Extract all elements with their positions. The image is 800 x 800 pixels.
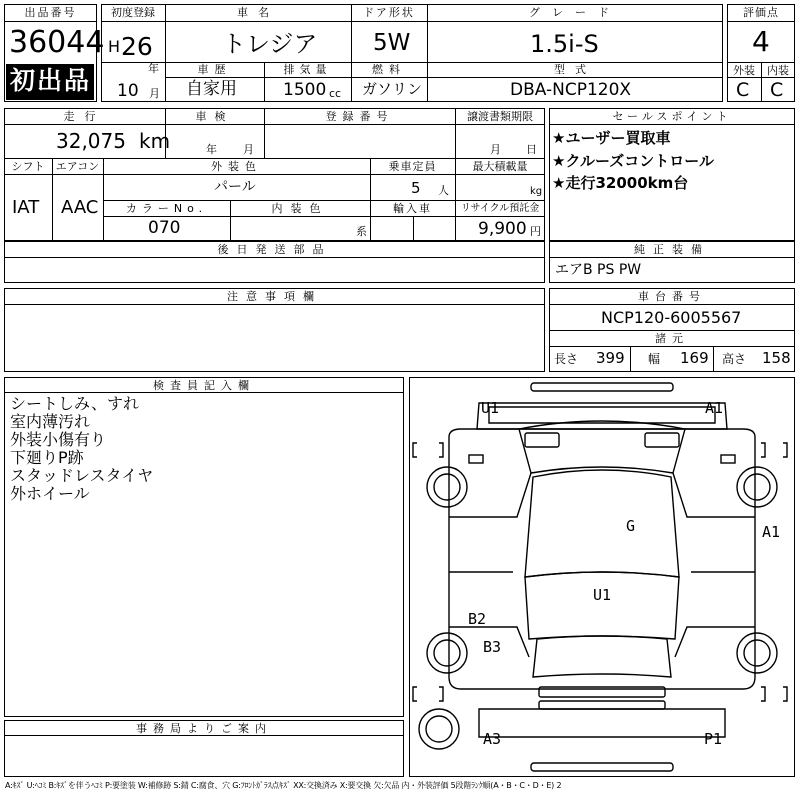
width-label: 幅 <box>648 352 661 366</box>
selling-point-2: ★クルーズコントロール <box>552 152 714 170</box>
exterior-color-value: パール <box>214 179 256 195</box>
mileage-value: 32,075 <box>56 129 126 153</box>
first-reg-month-unit: 月 <box>149 87 160 100</box>
dims-label: 諸元 <box>655 332 689 345</box>
first-reg-month: 10 <box>117 81 139 101</box>
height-value: 158 <box>762 349 791 367</box>
inspector-line-3: 外装小傷有り <box>10 430 107 449</box>
color-no-value: 070 <box>148 218 181 238</box>
inspector-line-6: 外ホイール <box>10 484 90 503</box>
transfer-day-unit: 日 <box>526 143 537 156</box>
car-diagram <box>409 377 795 777</box>
inspection-year-unit: 年 <box>206 143 217 156</box>
mileage-label: 走行 <box>63 110 106 123</box>
recycle-unit: 円 <box>530 225 541 238</box>
capacity-value: 5 <box>411 179 421 197</box>
interior-color-unit: 系 <box>356 225 367 238</box>
mark-b2-left-rear-door: B2 <box>468 610 487 628</box>
recycle-fee: 9,900 <box>478 219 527 239</box>
inspector-label: 検査員記入欄 <box>153 379 255 392</box>
mark-u1-front-left: U1 <box>481 399 500 417</box>
first-reg-era: H <box>108 37 121 56</box>
mark-p1-rear-right: P1 <box>704 730 723 748</box>
door-value: 5W <box>373 30 411 56</box>
ac-value: AAC <box>61 197 99 218</box>
first-reg-year: 26 <box>121 32 153 61</box>
mark-a1-front-right: A1 <box>705 399 724 417</box>
mark-a3-rear-left: A3 <box>483 730 502 748</box>
displacement-value: 1500 <box>283 80 327 100</box>
equipment-value: エアB PS PW <box>555 262 642 278</box>
grade-label: グレード <box>529 6 621 19</box>
recycle-label: リサイクル預託金 <box>460 203 540 214</box>
ac-label: エアコン <box>55 160 100 173</box>
selling-point-3: ★走行32000km台 <box>552 174 689 192</box>
exterior-grade: C <box>736 79 750 101</box>
displacement-unit: cc <box>329 87 342 100</box>
width-value: 169 <box>680 349 709 367</box>
legend-text: A:ｷｽﾞ U:ﾍｺﾐ B:ｷｽﾞを伴うﾍｺﾐ P:要塗装 W:補修跡 S:錆 C:腐食、穴 G:ﾌﾛﾝﾄｶﾞﾗｽ点ｷｽﾞ XX:交換済み X:要交換 欠:欠品 内・外装評価 5段階ﾗﾝｸ順(A・B・C・D・E) 2 <box>5 781 562 790</box>
door-label: ドア形状 <box>363 6 415 19</box>
notes-label: 注意事項欄 <box>227 290 322 303</box>
lot-number: 36044 <box>9 25 105 60</box>
mark-g-windshield: G <box>626 517 636 535</box>
car-name: トレジア <box>222 30 318 58</box>
inspector-line-1: シートしみ、すれ <box>10 394 139 413</box>
office-label: 事務局よりご案内 <box>136 722 272 735</box>
inspector-line-5: スタッドレスタイヤ <box>10 466 154 485</box>
interior-grade-label: 内装 <box>767 64 789 77</box>
inspection-label: 車検 <box>195 110 234 123</box>
lot-label: 出品番号 <box>24 6 77 19</box>
inspector-line-2: 室内薄汚れ <box>10 412 91 431</box>
inspector-line-4: 下廻りP跡 <box>10 448 84 467</box>
color-no-label: カラーNo. <box>125 202 208 215</box>
history-label: 車歴 <box>197 63 232 76</box>
chassis-label: 車台番号 <box>638 290 706 303</box>
model-code-value: DBA-NCP120X <box>510 80 632 100</box>
chassis-number: NCP120-6005567 <box>601 308 742 327</box>
transfer-doc-label: 譲渡書類期限 <box>467 110 533 123</box>
mileage-unit: km <box>139 129 171 153</box>
length-value: 399 <box>596 349 625 367</box>
shift-value: IAT <box>12 197 40 218</box>
shift-label: シフト <box>11 160 45 173</box>
score-label: 評価点 <box>743 6 779 19</box>
first-reg-label: 初度登録 <box>111 6 155 19</box>
selling-point-1: ★ユーザー買取車 <box>552 129 671 147</box>
mark-b3-left-quarter: B3 <box>483 638 502 656</box>
history-value: 自家用 <box>186 79 237 99</box>
fuel-value: ガソリン <box>362 80 423 98</box>
import-label: 輸入車 <box>393 202 432 215</box>
selling-points-label: セールスポイント <box>612 110 732 123</box>
reg-number-label: 登録番号 <box>325 110 394 123</box>
exterior-color-label: 外装色 <box>211 160 262 173</box>
inspection-month-unit: 月 <box>243 143 254 156</box>
grade-value: 1.5i-S <box>530 30 599 58</box>
first-listing-text: 初出品 <box>10 66 92 95</box>
mark-u1-roof: U1 <box>593 586 612 604</box>
fuel-label: 燃料 <box>372 63 406 76</box>
transfer-month-unit: 月 <box>490 143 501 156</box>
height-label: 高さ <box>722 352 747 366</box>
max-load-unit: kg <box>530 186 543 197</box>
mark-a1-right-side: A1 <box>762 523 781 541</box>
equipment-label: 純正装備 <box>634 243 710 256</box>
interior-grade: C <box>770 79 784 101</box>
reg-number-value <box>265 125 454 157</box>
car-name-label: 車名 <box>237 6 279 19</box>
later-parts-label: 後日発送部品 <box>217 243 332 256</box>
capacity-unit: 人 <box>438 184 449 197</box>
length-label: 長さ <box>554 352 579 366</box>
capacity-label: 乗車定員 <box>388 160 437 173</box>
interior-color-label: 内装色 <box>271 202 329 215</box>
score-value: 4 <box>752 25 770 58</box>
exterior-grade-label: 外装 <box>733 64 755 77</box>
first-reg-year-unit: 年 <box>148 62 159 75</box>
model-code-label: 型式 <box>554 63 596 76</box>
displacement-label: 排気量 <box>283 63 332 76</box>
max-load-label: 最大積載量 <box>472 160 528 173</box>
